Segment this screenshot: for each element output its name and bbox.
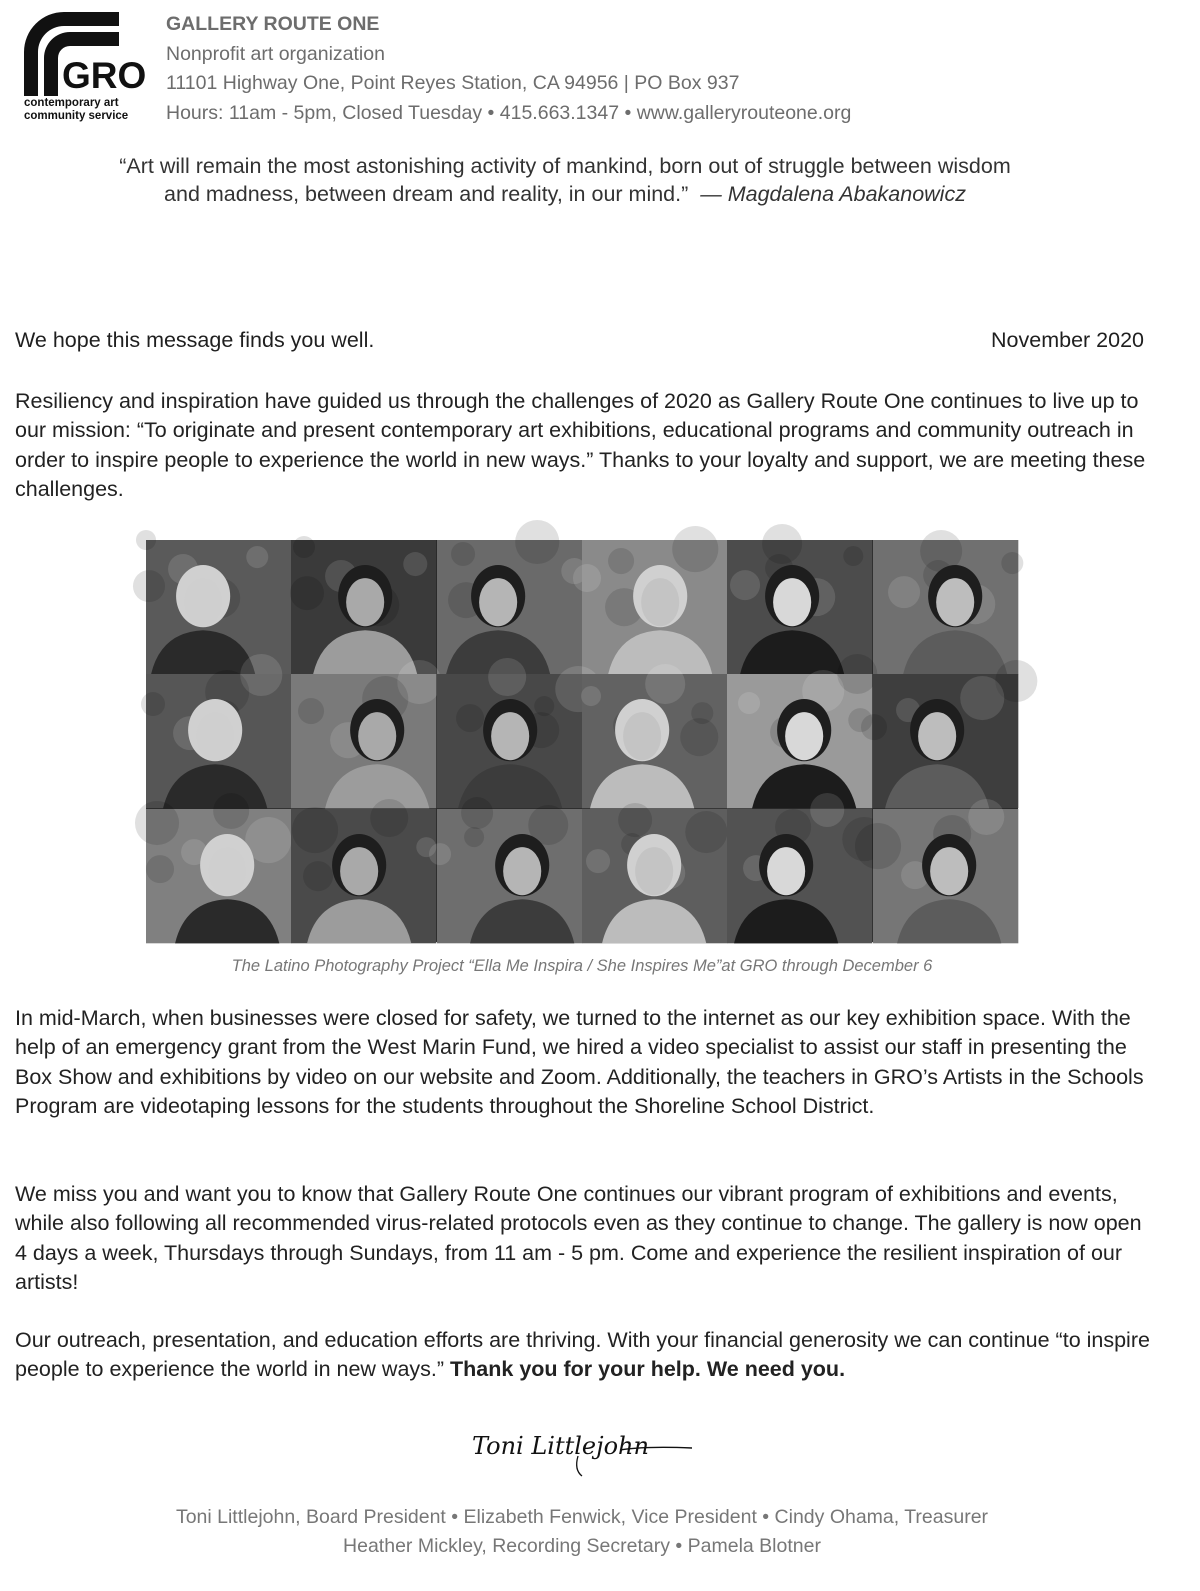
portrait-photo	[146, 540, 291, 674]
org-subtitle: Nonprofit art organization	[166, 42, 385, 65]
portrait-photo	[582, 674, 727, 808]
paragraph-online-exhibitions: In mid-March, when businesses were closed for safety, we turned to the internet as our key exhibition space. With the help of an emergency grant from the West Marin Fund, we hired a video specialist to assist our staff in presenting the Box Show and exhibitions by video on our website and Zoom. Additionally, the teachers in GRO’s Artists in the Schools Program are videotaping lessons for the students throughout the Shoreline School District.	[15, 1006, 1144, 1119]
portrait-photo	[437, 809, 582, 943]
appeal-text: Our outreach, presentation, and education efforts are thriving. With your financial generosity we can continue “to inspire people to experience the world in new ways.”	[15, 1328, 1150, 1382]
photo-caption: The Latino Photography Project “Ella Me Inspira / She Inspires Me”at GRO through December 6	[231, 957, 933, 975]
logo-letters: GRO	[62, 55, 147, 96]
portrait-photo	[437, 540, 582, 674]
portrait-photo	[873, 674, 1018, 808]
org-header	[166, 10, 851, 128]
gro-logo	[24, 12, 147, 124]
paragraph-appeal	[15, 1326, 1155, 1385]
org-hours-contact: Hours: 11am - 5pm, Closed Tuesday • 415.663.1347 • www.galleryrouteone.org	[166, 101, 852, 124]
greeting: We hope this message finds you well.	[15, 328, 375, 352]
portrait-photo	[582, 540, 727, 674]
thanks-text: Thank you for your help. We need you.	[450, 1357, 846, 1382]
quote-line-2: and madness, between dream and reality, in our mind.”	[164, 182, 689, 206]
footer-line-1: Toni Littlejohn, Board President • Elizabeth Fenwick, Vice President • Cindy Ohama, Treasurer	[175, 1506, 989, 1528]
signature	[470, 1420, 695, 1480]
paragraph-gallery-open: We miss you and want you to know that Gallery Route One continues our vibrant program of exhibitions and events, while also following all recommended virus-related protocols even as they continue to change. The gallery is now open 4 days a week, Thursdays through Sundays, from 11 am - 5 pm. Come and experience the resilient inspiration of our artists!	[15, 1182, 1142, 1295]
org-name: GALLERY ROUTE ONE	[166, 13, 380, 35]
portrait-photo	[146, 809, 291, 943]
footer-line-2: Heather Mickley, Recording Secretary • Pamela Blotner	[343, 1535, 821, 1557]
quote-line-2-wrap	[30, 180, 1100, 208]
org-address: 11101 Highway One, Point Reyes Station, CA 94956 | PO Box 937	[166, 72, 740, 94]
signature-text: Toni Littlejohn	[472, 1432, 649, 1460]
portrait-photo	[437, 674, 582, 808]
board-footer	[0, 1503, 1164, 1561]
portrait-photo	[291, 809, 436, 943]
portrait-photo-grid	[146, 540, 1018, 942]
logo-tagline-1: contemporary art	[24, 97, 119, 109]
quote-author: — Magdalena Abakanowicz	[700, 182, 966, 206]
gro-logo-mark	[24, 12, 147, 96]
portrait-photo	[727, 674, 872, 808]
letter-date: November 2020	[991, 328, 1144, 352]
quote	[30, 152, 1100, 208]
portrait-photo	[727, 809, 872, 943]
quote-line-1: “Art will remain the most astonishing activity of mankind, born out of struggle between wisdom	[119, 154, 1011, 178]
portrait-photo	[873, 540, 1018, 674]
portrait-photo	[727, 540, 872, 674]
portrait-photo	[582, 809, 727, 943]
logo-tagline-2: community service	[24, 110, 129, 122]
portrait-photo	[291, 674, 436, 808]
portrait-photo	[873, 809, 1018, 943]
portrait-photo	[146, 674, 291, 808]
paragraph-mission: Resiliency and inspiration have guided us through the challenges of 2020 as Gallery Route One continues to live up to our mission: “To originate and present contemporary art exhibitions, educational programs and community outreach in order to inspire people to experience the world in new ways.” Thanks to your loyalty and support, we are meeting these challenges.	[15, 389, 1146, 502]
portrait-photo	[291, 540, 436, 674]
